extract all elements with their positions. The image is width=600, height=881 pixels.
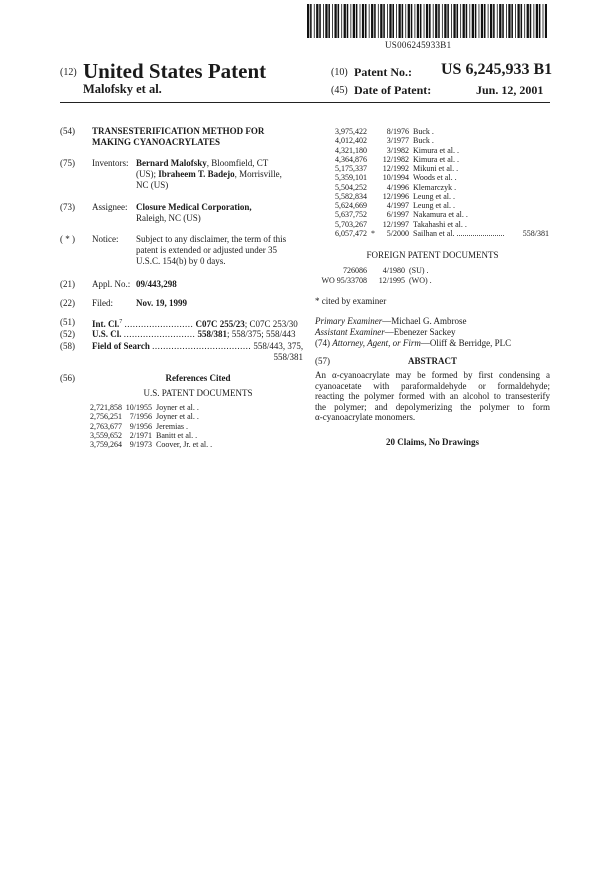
cited-note: * cited by examiner [315, 296, 387, 306]
barcode-bar [488, 4, 489, 38]
ref-name: Klemarczyk . [413, 182, 457, 192]
barcode-bar [344, 4, 346, 38]
barcode-bar [533, 4, 534, 38]
assignee-location: Raleigh, NC (US) [136, 213, 201, 223]
abstract-line: the polymer; and depolymerizing the polymer to form [315, 401, 550, 412]
code-58: (58) [60, 341, 75, 351]
barcode-bar [435, 4, 437, 38]
barcode-bar [524, 4, 525, 38]
ref-class: 558/381 [522, 228, 549, 238]
barcode-bar [517, 4, 519, 38]
barcode-bar [380, 4, 382, 38]
reference-row [80, 412, 300, 421]
inventors-line2: (US); Ibraheem T. Badejo, Morrisville, [136, 169, 282, 179]
barcode-bar [369, 4, 370, 38]
barcode-bar [350, 4, 351, 38]
ref-date: 10/1994 [382, 173, 409, 183]
barcode-bar [371, 4, 373, 38]
reference-row [80, 440, 300, 449]
barcode-bar [545, 4, 547, 38]
barcode-bar [502, 4, 504, 38]
barcode-bar [539, 4, 541, 38]
inventors-label: Inventors: [92, 158, 129, 168]
barcode-bar [475, 4, 477, 38]
ref-date: 4/1997 [386, 201, 409, 210]
ref-name: Kimura et al. . [413, 154, 459, 164]
barcode-bar [506, 4, 507, 38]
inventors-line1: Bernard Malofsky, Bloomfield, CT [136, 158, 269, 168]
ref-number: 5,637,752 [335, 210, 367, 220]
barcode-bar [378, 4, 379, 38]
barcode-bar [481, 4, 483, 38]
barcode-bar [497, 4, 498, 38]
code-52: (52) [60, 329, 75, 339]
ref-date: 12/1992 [382, 164, 409, 173]
ref-name: Buck . [413, 127, 434, 136]
barcode-number: US006245933B1 [385, 40, 452, 50]
reference-row [315, 146, 550, 155]
barcode-bar [396, 4, 397, 38]
barcode-bar [405, 4, 406, 38]
int-cl-line: Int. Cl.$^7$ ......................... C07C 255/23; C07C 253/30 [92, 319, 298, 329]
barcode-bar [362, 4, 364, 38]
barcode-bar [511, 4, 513, 38]
barcode-bar [338, 4, 340, 38]
barcode-bar [451, 4, 452, 38]
barcode-bar [499, 4, 501, 38]
ref-date: 7/1956 [129, 412, 152, 422]
barcode-bar [442, 4, 443, 38]
ref-name: Sailhan et al. ........................ [413, 228, 505, 238]
ref-date: 4/1980 [382, 266, 405, 275]
abstract-line: α-cyanoacrylate monomers. [315, 412, 416, 422]
barcode-bar [325, 4, 327, 38]
reference-row [315, 220, 550, 229]
ref-date: 12/1997 [382, 219, 409, 229]
ref-date: 12/1982 [382, 154, 409, 164]
barcode-bar [453, 4, 455, 38]
references-heading: References Cited [165, 373, 231, 383]
barcode-bar [365, 4, 367, 38]
ref-star: * [371, 228, 375, 238]
ref-country: (WO) . [409, 275, 432, 285]
barcode-bar [479, 4, 480, 38]
appl-no: 09/443,298 [136, 279, 177, 289]
ref-number: 726086 [343, 266, 367, 275]
ref-name: Coover, Jr. et al. . [156, 440, 213, 450]
barcode-bar [469, 4, 470, 38]
barcode-bar [417, 4, 419, 38]
barcode-bar [415, 4, 416, 38]
abstract-line: cyanoacetate with paraformaldehyde or formaldehyde; [315, 380, 550, 391]
ref-name: Buck . [413, 136, 434, 146]
barcode-bar [426, 4, 428, 38]
barcode-bar [328, 4, 330, 38]
assignee-label: Assignee: [92, 202, 128, 212]
barcode-bar [460, 4, 461, 38]
ref-number: 5,624,669 [335, 201, 367, 210]
barcode-bar [353, 4, 355, 38]
code-57: (57) [315, 356, 330, 366]
barcode-bar [447, 4, 449, 38]
code-notice: ( * ) [60, 234, 75, 244]
notice-label: Notice: [92, 234, 119, 244]
assistant-examiner: Assistant Examiner—Ebenezer Sackey [315, 327, 456, 337]
barcode-bar [420, 4, 422, 38]
ref-number: 5,703,267 [335, 219, 367, 229]
primary-examiner: Primary Examiner—Michael G. Ambrose [315, 316, 467, 326]
reference-row [80, 403, 300, 412]
notice-line1: Subject to any disclaimer, the term of this [136, 234, 287, 244]
ref-number: 4,321,180 [335, 145, 367, 155]
reference-row [315, 183, 550, 192]
foreign-docs-heading: FOREIGN PATENT DOCUMENTS [366, 250, 499, 260]
barcode-bar [444, 4, 446, 38]
code-73: (73) [60, 202, 75, 212]
ref-number: 4,012,402 [335, 136, 367, 146]
barcode-bar [347, 4, 349, 38]
ref-number: WO 95/33708 [321, 275, 367, 285]
reference-row [315, 173, 550, 182]
ref-name: Leung et al. . [413, 201, 455, 210]
ref-date: 10/1955 [125, 403, 152, 412]
barcode-bar [472, 4, 474, 38]
ref-name: Leung et al. . [413, 191, 455, 201]
filed-label: Filed: [92, 298, 114, 308]
reference-row [315, 210, 550, 219]
ref-date: 9/1956 [129, 421, 152, 431]
field-of-search-line: Field of Search .................................... 558/443, 375, [92, 341, 304, 351]
ref-number: 5,582,834 [335, 191, 367, 201]
reference-row [315, 229, 550, 238]
barcode-bar [356, 4, 358, 38]
barcode-bar [374, 4, 376, 38]
field-of-search-line2: 558/381 [273, 352, 303, 362]
ref-number: 6,057,472 [335, 228, 367, 238]
ref-date: 2/1971 [129, 430, 152, 440]
ref-number: 3,559,652 [90, 430, 122, 440]
code-21: (21) [60, 279, 75, 289]
ref-number: 5,504,252 [335, 182, 367, 192]
code-10: (10) [331, 67, 348, 78]
barcode-bar [334, 4, 336, 38]
notice-line2: patent is extended or adjusted under 35 [136, 245, 277, 255]
barcode-bar [536, 4, 538, 38]
reference-row [315, 164, 550, 173]
ref-number: 3,759,264 [90, 440, 122, 450]
barcode-bar [424, 4, 425, 38]
code-45: (45) [331, 85, 348, 96]
ref-date: 3/1982 [386, 145, 409, 155]
code-56: (56) [60, 373, 75, 383]
ref-number: 2,721,858 [90, 403, 122, 412]
ref-name: Jeremias . [156, 421, 188, 431]
ref-name: Woods et al. . [413, 173, 457, 183]
ref-date: 6/1997 [386, 210, 409, 220]
barcode-bar [323, 4, 324, 38]
barcode-bar [429, 4, 431, 38]
barcode-bar [314, 4, 315, 38]
barcode-bar [392, 4, 394, 38]
inventors-line3: NC (US) [136, 180, 169, 190]
barcode-bar [521, 4, 523, 38]
barcode-bar [484, 4, 486, 38]
inventor-short: Malofsky et al. [83, 82, 162, 96]
ref-name: Nakamura et al. . [413, 210, 468, 220]
barcode-bar [310, 4, 312, 38]
ref-name: Joyner et al. . [156, 403, 199, 412]
barcode-bar [527, 4, 529, 38]
code-51: (51) [60, 317, 75, 327]
attorney-line: (74) Attorney, Agent, or Firm—Oliff & Berridge, PLC [315, 338, 512, 348]
abstract-line: reacting the polymer formed with an alcohol to transesterify [315, 391, 550, 401]
code-22: (22) [60, 298, 75, 308]
ref-date: 9/1973 [129, 440, 152, 450]
code-75: (75) [60, 158, 75, 168]
notice-line3: U.S.C. 154(b) by 0 days. [136, 256, 226, 266]
abstract-line: An α-cyanoacrylate may be formed by first condensing a [315, 370, 550, 380]
ref-number: 3,975,422 [335, 127, 367, 136]
ref-date: 12/1996 [382, 191, 409, 201]
barcode-bar [332, 4, 333, 38]
barcode-bar [433, 4, 434, 38]
ref-name: Mikuni et al. . [413, 164, 459, 173]
reference-row [315, 192, 550, 201]
ref-date: 5/2000 [386, 228, 409, 238]
patent-number: US 6,245,933 B1 [441, 61, 553, 78]
reference-row [315, 201, 550, 210]
abstract-body [315, 370, 550, 423]
code-54: (54) [60, 126, 75, 136]
barcode-bar [408, 4, 410, 38]
filed-date: Nov. 19, 1999 [136, 298, 188, 308]
us-docs-heading: U.S. PATENT DOCUMENTS [143, 388, 253, 398]
barcode-bar [543, 4, 544, 38]
ref-name: Takahashi et al. . [413, 219, 467, 229]
us-cl-line: U.S. Cl. .......................... 558/381; 558/375; 558/443 [92, 329, 296, 339]
reference-row [80, 422, 300, 431]
code-12: (12) [60, 67, 77, 78]
barcode-bar [530, 4, 532, 38]
reference-row [315, 127, 550, 136]
barcode-bar [360, 4, 361, 38]
barcode-bar [316, 4, 318, 38]
ref-date: 3/1977 [386, 136, 409, 146]
ref-date: 12/1995 [378, 275, 405, 285]
ref-number: 5,175,337 [335, 164, 367, 173]
barcode-bar [319, 4, 321, 38]
abstract-heading: ABSTRACT [407, 356, 457, 366]
ref-number: 2,756,251 [90, 412, 122, 422]
barcode-bar [515, 4, 516, 38]
ref-country: (SU) . [409, 266, 429, 275]
document-title: United States Patent [83, 59, 267, 83]
ref-name: Kimura et al. . [413, 145, 459, 155]
reference-row [80, 431, 300, 440]
barcode-bar [411, 4, 413, 38]
barcode-bar [341, 4, 342, 38]
ref-date: 4/1996 [386, 182, 409, 192]
foreign-reference-row [315, 266, 550, 275]
barcode-bar [389, 4, 391, 38]
barcode-bar [402, 4, 404, 38]
ref-number: 5,359,101 [335, 173, 367, 183]
foreign-reference-row [315, 276, 550, 285]
barcode-bar [307, 4, 309, 38]
barcode [307, 4, 547, 38]
barcode-bar [493, 4, 495, 38]
barcode-bar [490, 4, 492, 38]
barcode-bar [399, 4, 401, 38]
claims-summary: 20 Claims, No Drawings [385, 437, 479, 447]
ref-date: 8/1976 [386, 127, 409, 136]
ref-number: 4,364,876 [335, 154, 367, 164]
ref-name: Banitt et al. . [156, 430, 198, 440]
date-of-patent-label: Date of Patent: [354, 83, 432, 97]
barcode-bar [508, 4, 510, 38]
barcode-bar [387, 4, 388, 38]
barcode-bar [383, 4, 385, 38]
assignee-name: Closure Medical Corporation, [136, 202, 252, 212]
barcode-bar [438, 4, 440, 38]
barcode-bar [457, 4, 459, 38]
ref-name: Joyner et al. . [156, 412, 199, 422]
header-rule [60, 102, 550, 103]
invention-title-line2: MAKING CYANOACRYLATES [92, 137, 220, 147]
barcode-bar [466, 4, 468, 38]
patent-no-label: Patent No.: [354, 65, 412, 79]
date-of-patent: Jun. 12, 2001 [476, 83, 544, 97]
invention-title-line1: TRANSESTERIFICATION METHOD FOR [92, 126, 265, 136]
reference-row [315, 155, 550, 164]
barcode-bar [463, 4, 465, 38]
appl-no-label: Appl. No.: [92, 279, 131, 289]
ref-number: 2,763,677 [90, 421, 122, 431]
reference-row [315, 136, 550, 145]
